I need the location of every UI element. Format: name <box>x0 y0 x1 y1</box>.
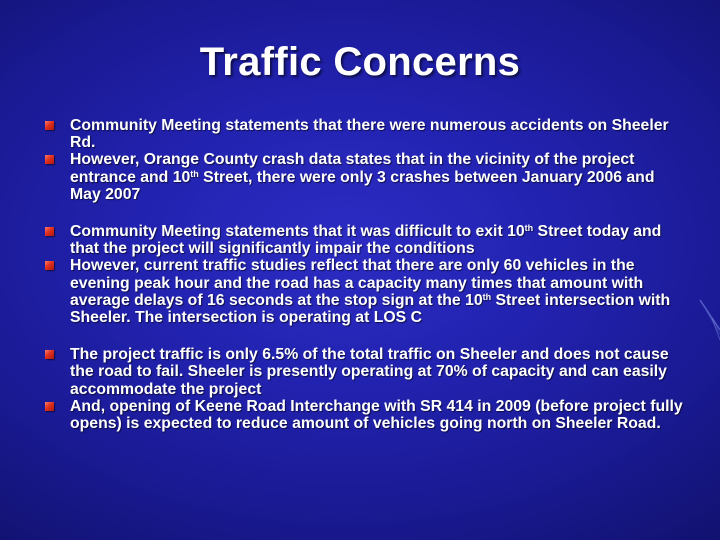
red-square-bullet-icon <box>45 261 54 270</box>
bullet-item <box>45 223 685 257</box>
ordinal-suffix: th <box>524 223 534 234</box>
bullet-text: Community Meeting statements that it was difficult to exit 10 <box>70 223 525 241</box>
red-square-bullet-icon <box>45 350 54 359</box>
red-square-bullet-icon <box>45 155 54 164</box>
bullet-item <box>45 398 685 432</box>
bullet-text-cont: Street intersection with Sheeler. The intersection is operating at LOS C <box>70 291 671 327</box>
bullet-text: And, opening of Keene Road Interchange with SR 414 in 2009 (before project fully opens) is expected to reduce amount of vehicles going north on Sheeler Road. <box>70 397 683 433</box>
red-square-bullet-icon <box>45 227 54 236</box>
bullet-text: However, current traffic studies reflect that there are only 60 vehicles in the evening peak hour and the road has a capacity many times that amount with average delays of 16 seconds at the stop sign at the 10 <box>70 257 644 309</box>
slide-title: Traffic Concerns <box>199 40 521 84</box>
ordinal-suffix: th <box>482 291 492 302</box>
bullet-text: However, Orange County crash data states that in the vicinity of the project entrance and 10 <box>70 151 635 186</box>
red-square-bullet-icon <box>45 121 54 130</box>
bullet-text: Community Meeting statements that there were numerous accidents on Sheeler Rd. <box>70 117 669 152</box>
red-square-bullet-icon <box>45 402 54 411</box>
bullet-text-cont: Street today and that the project will significantly impair the conditions <box>70 223 662 258</box>
bullet-item <box>45 346 685 398</box>
bullet-item <box>45 151 685 203</box>
ordinal-suffix: th <box>190 168 199 179</box>
bullet-text-cont: Street, there were only 3 crashes between January 2006 and May 2007 <box>70 168 655 203</box>
bullet-text: The project traffic is only 6.5% of the total traffic on Sheeler and does not cause the road to fail. Sheeler is presently operating at 70% of capacity and can easily accommodate the project <box>70 346 669 398</box>
bullet-item <box>45 257 685 326</box>
bullet-item <box>45 117 685 151</box>
bullet-list <box>45 117 685 432</box>
